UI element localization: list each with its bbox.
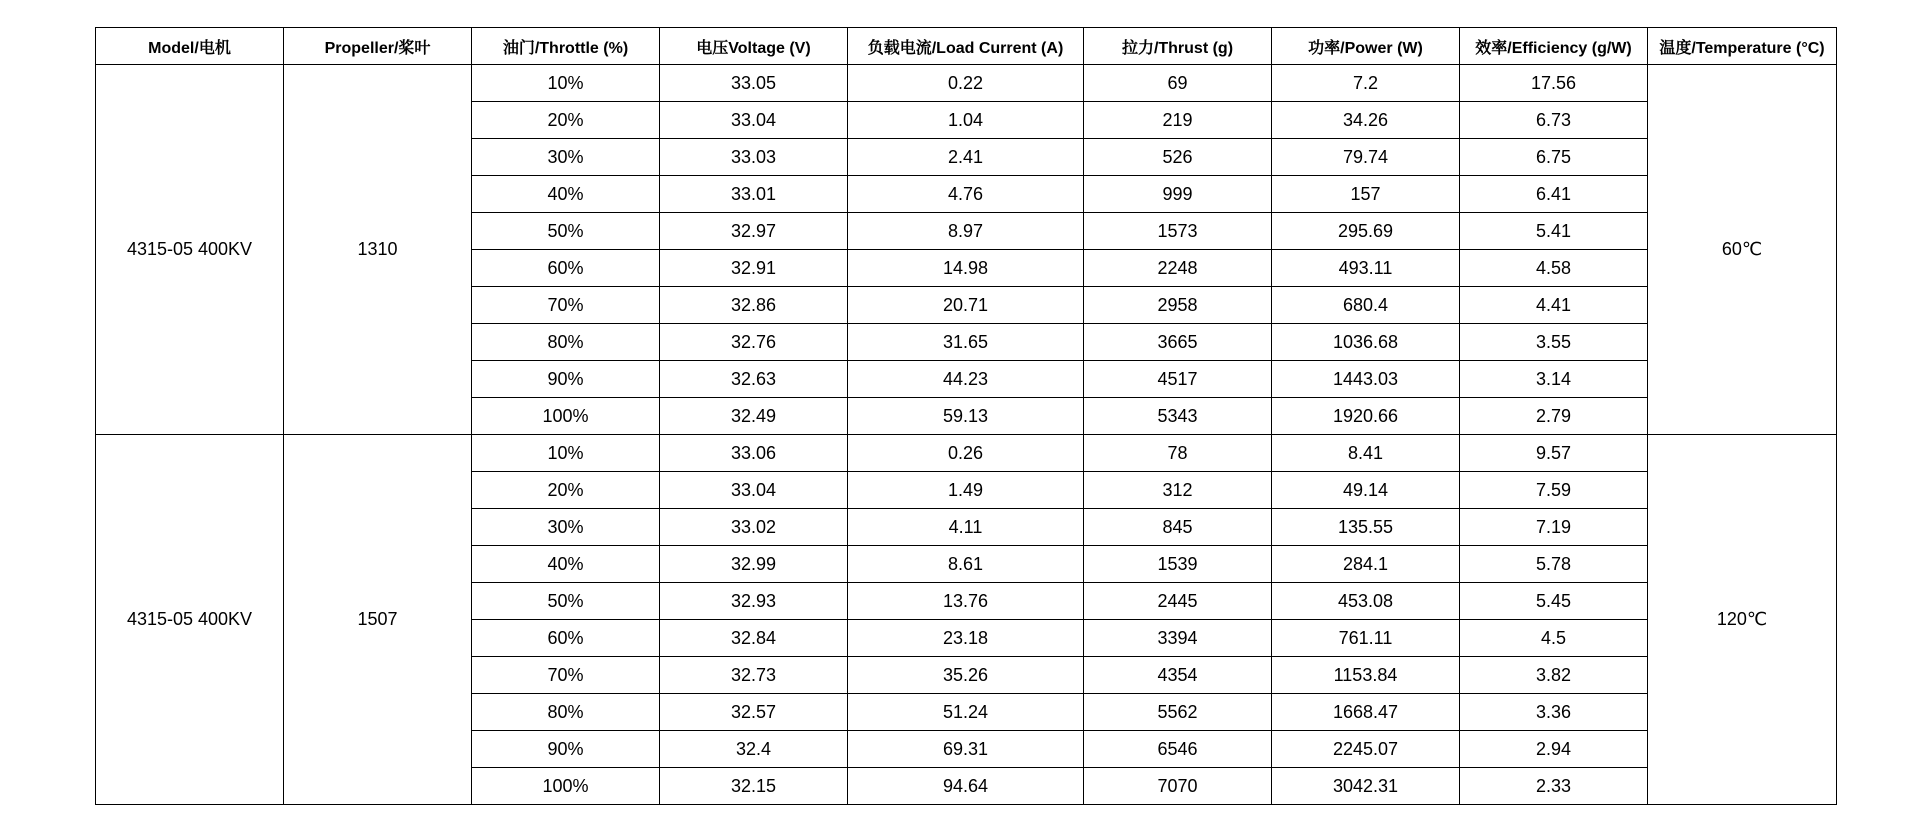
power-cell: 79.74 [1272, 139, 1460, 176]
throttle-cell: 30% [472, 139, 660, 176]
voltage-cell: 32.86 [660, 287, 848, 324]
voltage-cell: 33.01 [660, 176, 848, 213]
voltage-cell: 33.04 [660, 472, 848, 509]
header-row [96, 28, 1837, 65]
load-current-cell: 8.61 [848, 546, 1084, 583]
header-thrust: 拉力/Thrust (g) [1084, 28, 1272, 65]
header-power: 功率/Power (W) [1272, 28, 1460, 65]
voltage-cell: 32.99 [660, 546, 848, 583]
load-current-cell: 0.26 [848, 435, 1084, 472]
load-current-cell: 0.22 [848, 65, 1084, 102]
voltage-cell: 32.49 [660, 398, 848, 435]
load-current-cell: 59.13 [848, 398, 1084, 435]
load-current-cell: 35.26 [848, 657, 1084, 694]
efficiency-cell: 5.45 [1460, 583, 1648, 620]
table-body [96, 65, 1837, 805]
thrust-cell: 526 [1084, 139, 1272, 176]
load-current-cell: 20.71 [848, 287, 1084, 324]
throttle-cell: 60% [472, 250, 660, 287]
throttle-cell: 40% [472, 546, 660, 583]
power-cell: 295.69 [1272, 213, 1460, 250]
thrust-cell: 5343 [1084, 398, 1272, 435]
thrust-cell: 999 [1084, 176, 1272, 213]
throttle-cell: 80% [472, 324, 660, 361]
propeller-cell: 1310 [284, 65, 472, 435]
voltage-cell: 32.84 [660, 620, 848, 657]
efficiency-cell: 7.19 [1460, 509, 1648, 546]
power-cell: 680.4 [1272, 287, 1460, 324]
thrust-cell: 69 [1084, 65, 1272, 102]
throttle-cell: 90% [472, 361, 660, 398]
voltage-cell: 33.04 [660, 102, 848, 139]
thrust-cell: 1573 [1084, 213, 1272, 250]
efficiency-cell: 6.75 [1460, 139, 1648, 176]
efficiency-cell: 3.82 [1460, 657, 1648, 694]
table-row [96, 65, 1837, 102]
efficiency-cell: 9.57 [1460, 435, 1648, 472]
throttle-cell: 50% [472, 213, 660, 250]
thrust-cell: 2958 [1084, 287, 1272, 324]
power-cell: 1668.47 [1272, 694, 1460, 731]
power-cell: 157 [1272, 176, 1460, 213]
thrust-cell: 6546 [1084, 731, 1272, 768]
voltage-cell: 33.03 [660, 139, 848, 176]
header-efficiency: 效率/Efficiency (g/W) [1460, 28, 1648, 65]
efficiency-cell: 4.41 [1460, 287, 1648, 324]
table-row [96, 435, 1837, 472]
power-cell: 34.26 [1272, 102, 1460, 139]
temperature-cell: 60℃ [1648, 65, 1837, 435]
efficiency-cell: 3.14 [1460, 361, 1648, 398]
throttle-cell: 20% [472, 102, 660, 139]
power-cell: 2245.07 [1272, 731, 1460, 768]
voltage-cell: 33.06 [660, 435, 848, 472]
throttle-cell: 70% [472, 287, 660, 324]
power-cell: 761.11 [1272, 620, 1460, 657]
load-current-cell: 1.49 [848, 472, 1084, 509]
voltage-cell: 33.02 [660, 509, 848, 546]
load-current-cell: 14.98 [848, 250, 1084, 287]
efficiency-cell: 5.78 [1460, 546, 1648, 583]
thrust-cell: 4354 [1084, 657, 1272, 694]
efficiency-cell: 17.56 [1460, 65, 1648, 102]
throttle-cell: 20% [472, 472, 660, 509]
thrust-cell: 1539 [1084, 546, 1272, 583]
thrust-cell: 4517 [1084, 361, 1272, 398]
power-cell: 284.1 [1272, 546, 1460, 583]
throttle-cell: 100% [472, 768, 660, 805]
load-current-cell: 4.11 [848, 509, 1084, 546]
power-cell: 453.08 [1272, 583, 1460, 620]
load-current-cell: 31.65 [848, 324, 1084, 361]
load-current-cell: 1.04 [848, 102, 1084, 139]
header-voltage: 电压Voltage (V) [660, 28, 848, 65]
load-current-cell: 23.18 [848, 620, 1084, 657]
voltage-cell: 32.97 [660, 213, 848, 250]
load-current-cell: 13.76 [848, 583, 1084, 620]
voltage-cell: 32.73 [660, 657, 848, 694]
voltage-cell: 32.76 [660, 324, 848, 361]
efficiency-cell: 6.73 [1460, 102, 1648, 139]
temperature-cell: 120℃ [1648, 435, 1837, 805]
header-propeller: Propeller/桨叶 [284, 28, 472, 65]
throttle-cell: 50% [472, 583, 660, 620]
voltage-cell: 32.15 [660, 768, 848, 805]
power-cell: 493.11 [1272, 250, 1460, 287]
efficiency-cell: 4.5 [1460, 620, 1648, 657]
voltage-cell: 32.4 [660, 731, 848, 768]
voltage-cell: 32.63 [660, 361, 848, 398]
throttle-cell: 100% [472, 398, 660, 435]
header-throttle: 油门/Throttle (%) [472, 28, 660, 65]
load-current-cell: 69.31 [848, 731, 1084, 768]
efficiency-cell: 3.36 [1460, 694, 1648, 731]
power-cell: 1920.66 [1272, 398, 1460, 435]
propeller-cell: 1507 [284, 435, 472, 805]
efficiency-cell: 6.41 [1460, 176, 1648, 213]
load-current-cell: 44.23 [848, 361, 1084, 398]
header-temperature: 温度/Temperature (°C) [1648, 28, 1837, 65]
efficiency-cell: 4.58 [1460, 250, 1648, 287]
model-cell: 4315-05 400KV [96, 65, 284, 435]
thrust-cell: 312 [1084, 472, 1272, 509]
efficiency-cell: 3.55 [1460, 324, 1648, 361]
efficiency-cell: 5.41 [1460, 213, 1648, 250]
motor-test-data-table [95, 27, 1837, 805]
thrust-cell: 845 [1084, 509, 1272, 546]
thrust-cell: 219 [1084, 102, 1272, 139]
throttle-cell: 30% [472, 509, 660, 546]
load-current-cell: 8.97 [848, 213, 1084, 250]
throttle-cell: 90% [472, 731, 660, 768]
power-cell: 1036.68 [1272, 324, 1460, 361]
efficiency-cell: 7.59 [1460, 472, 1648, 509]
thrust-cell: 3394 [1084, 620, 1272, 657]
voltage-cell: 32.91 [660, 250, 848, 287]
power-cell: 1443.03 [1272, 361, 1460, 398]
power-cell: 7.2 [1272, 65, 1460, 102]
throttle-cell: 40% [472, 176, 660, 213]
thrust-cell: 2445 [1084, 583, 1272, 620]
throttle-cell: 80% [472, 694, 660, 731]
power-cell: 8.41 [1272, 435, 1460, 472]
load-current-cell: 94.64 [848, 768, 1084, 805]
voltage-cell: 32.93 [660, 583, 848, 620]
voltage-cell: 32.57 [660, 694, 848, 731]
efficiency-cell: 2.79 [1460, 398, 1648, 435]
efficiency-cell: 2.33 [1460, 768, 1648, 805]
thrust-cell: 7070 [1084, 768, 1272, 805]
load-current-cell: 2.41 [848, 139, 1084, 176]
voltage-cell: 33.05 [660, 65, 848, 102]
header-model: Model/电机 [96, 28, 284, 65]
model-cell: 4315-05 400KV [96, 435, 284, 805]
thrust-cell: 2248 [1084, 250, 1272, 287]
thrust-cell: 5562 [1084, 694, 1272, 731]
load-current-cell: 51.24 [848, 694, 1084, 731]
thrust-cell: 3665 [1084, 324, 1272, 361]
power-cell: 49.14 [1272, 472, 1460, 509]
throttle-cell: 10% [472, 435, 660, 472]
throttle-cell: 60% [472, 620, 660, 657]
thrust-cell: 78 [1084, 435, 1272, 472]
efficiency-cell: 2.94 [1460, 731, 1648, 768]
power-cell: 1153.84 [1272, 657, 1460, 694]
load-current-cell: 4.76 [848, 176, 1084, 213]
power-cell: 135.55 [1272, 509, 1460, 546]
throttle-cell: 70% [472, 657, 660, 694]
header-load-current: 负载电流/Load Current (A) [848, 28, 1084, 65]
power-cell: 3042.31 [1272, 768, 1460, 805]
throttle-cell: 10% [472, 65, 660, 102]
